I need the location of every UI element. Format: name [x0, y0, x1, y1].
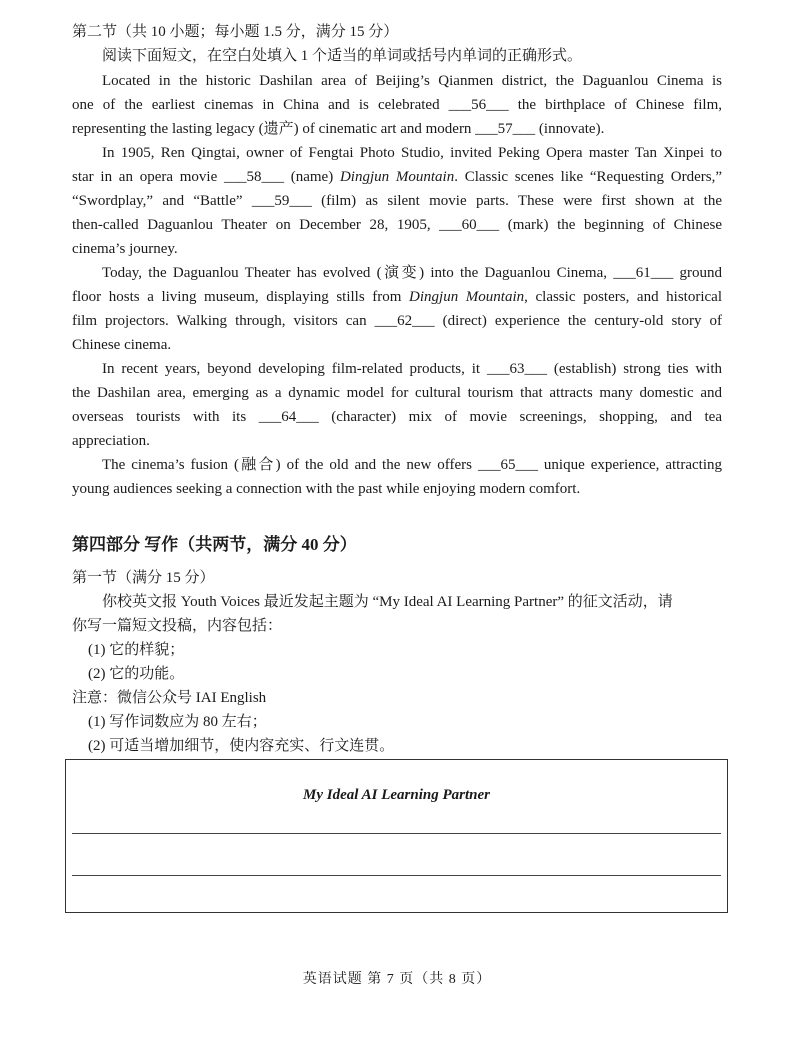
writing-line [72, 833, 721, 834]
passage-line: “Swordplay,” and “Battle” ___59___ (film) as silent movie parts. These were first shown at the [72, 193, 722, 209]
answer-box[interactable] [65, 759, 728, 913]
movie-title: Dingjun Mountain [339, 169, 455, 185]
text-run: , classic posters, and historical [524, 289, 722, 305]
writing-prompt: 你写一篇短文投稿，内容包括： [72, 618, 283, 634]
part-heading: 第四部分 写作（共两节，满分 40 分） [72, 535, 357, 554]
content-point: (2) 它的功能。 [88, 666, 185, 682]
passage-line: young audiences seeking a connection with the past while enjoying modern comfort. [72, 481, 581, 497]
passage-line [72, 167, 722, 187]
note-item: (1) 写作词数应为 80 左右； [88, 714, 267, 730]
essay-title: My Ideal AI Learning Partner [303, 787, 490, 803]
page-footer: 英语试题 第 7 页（共 8 页） [302, 972, 492, 987]
movie-title: Dingjun Mountain [409, 289, 525, 305]
section-instruction: 阅读下面短文，在空白处填入 1 个适当的单词或括号内单词的正确形式。 [102, 48, 583, 64]
section-header: 第二节（共 10 小题；每小题 1.5 分，满分 15 分） [72, 24, 399, 40]
writing-line [72, 875, 721, 876]
passage-line: appreciation. [72, 433, 150, 449]
passage-line: In recent years, beyond developing film-related products, it ___63___ (establish) strong ties with [102, 361, 722, 377]
writing-prompt: 你校英文报 Youth Voices 最近发起主题为 “My Ideal AI Learning Partner” 的征文活动，请 [102, 594, 673, 610]
passage-line: Today, the Daguanlou Theater has evolved (演变) into the Daguanlou Cinema, ___61___ ground [102, 265, 722, 281]
passage-line: overseas tourists with its ___64___ (character) mix of movie screenings, shopping, and tea [72, 409, 722, 425]
passage-line: representing the lasting legacy (遗产) of cinematic art and modern ___57___ (innovate). [72, 121, 605, 137]
text-run: . Classic scenes like “Requesting Orders,” [454, 169, 723, 185]
passage-line: film projectors. Walking through, visitors can ___62___ (direct) experience the century-old story of [72, 313, 722, 329]
text-run: floor hosts a living museum, displaying stills from [72, 289, 410, 305]
passage-line: then-called Daguanlou Theater on December 28, 1905, ___60___ (mark) the beginning of Chinese [72, 217, 722, 233]
note-label: 注意：微信公众号 IAI English [72, 690, 267, 706]
passage-line: one of the earliest cinemas in China and is celebrated ___56___ the birthplace of Chinese film, [72, 97, 722, 113]
passage-line: cinema’s journey. [72, 241, 178, 257]
passage-line: The cinema’s fusion (融合) of the old and the new offers ___65___ unique experience, attracting [102, 457, 722, 473]
passage-line: In 1905, Ren Qingtai, owner of Fengtai Photo Studio, invited Peking Opera master Tan Xinpei to [102, 145, 722, 161]
passage-line: Located in the historic Dashilan area of Beijing’s Qianmen district, the Daguanlou Cinema is [102, 73, 722, 89]
passage-line [72, 287, 722, 307]
passage-line: Chinese cinema. [72, 337, 172, 353]
content-point: (1) 它的样貌； [88, 642, 185, 658]
passage-line: the Dashilan area, emerging as a dynamic model for cultural tourism that attracts many domestic and [72, 385, 722, 401]
section-header: 第一节（满分 15 分） [72, 570, 215, 586]
text-run: star in an opera movie ___58___ (name) [72, 169, 340, 185]
note-item: (2) 可适当增加细节，使内容充实、行文连贯。 [88, 738, 395, 754]
